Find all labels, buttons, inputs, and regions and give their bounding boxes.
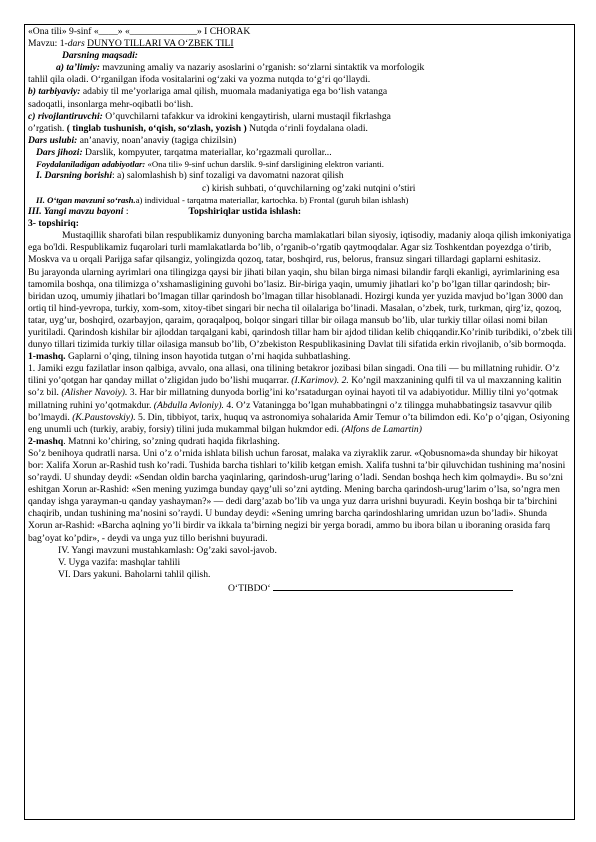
quote-4: 4. O’z Vataningga bo’lgan muhabbatingni o’z tilingga muhabbatingsiz tasavvur qilib bo’lmaydi. <box>28 399 552 423</box>
step-three-colon: : <box>123 206 129 218</box>
quote-5: 5. Din, tibbiyot, tarix, huquq va astronomiya sohalarida Amir Temur o’ta bilimdon edi. Ko’p o’qigan, Osiyoning eng unumli uch (turkiy, arabiy, forsiy) tilini juda mukammal bilgan hukmdor edi. <box>28 411 570 435</box>
exercise-one-text <box>28 363 573 436</box>
goal-c-skills: ( tinglab tushunish, o‘qish, so‘zlash, yozish ) <box>66 122 247 134</box>
quote-1: 1. Jamiki ezgu fazilatlar inson qalbiga, avvalo, ona allasi, ona tilining betakror jozibasi bilan singadi. Ona tili — bu millatning ruhidir. O’z tilini yo’qotgan har qanday millat o’zligidan judo bo’lishi muqarrar. <box>28 363 560 387</box>
exercise-two-heading <box>28 436 573 448</box>
step-two-label: II. O‘tgan mavzuni so‘rash. <box>36 194 136 205</box>
goal-upbringing <box>28 86 573 98</box>
body-paragraph: Mustaqillik sharofati bilan respublikamiz dunyoning barcha mamlakatlari bilan siyosiy, iqtisodiy, madaniy aloqa qilish imkoniyatiga ega bo'ldi. Respublikamiz fuqarolari turli mamlakatlarda bo’lib, o’rganib-o’rgatib qaytmoqdalar. Agar siz Toshkentdan poyezdga o’tirib, Moskva va u orqali Parijga safar qilsangiz, yolingizda qozoq, tatar, boshqird, rus, belorus, fransuz singari tillardagi gaplarni eshitasiz. <box>28 230 571 266</box>
topic-line <box>28 38 573 50</box>
step-one-cont: c) kirish suhbati, o‘quvchilarning og’zaki nutqini o’stiri <box>202 182 416 194</box>
sources-text: «Ona tili» 9-sinf uchun darslik. 9-sinf darsligining elektron varianti. <box>145 159 384 170</box>
header-line: «Ona tili» 9-sinf «____» «______________» I CHORAK <box>28 26 251 37</box>
exercise-one-label: 1-mashq. <box>28 351 66 363</box>
exercise-one-intro: Gaplarni o’qing, tilning inson hayotida tutgan o’rni haqida suhbatlashing. <box>65 351 351 363</box>
lesson-plan-document <box>28 26 573 595</box>
goal-c-text: O’quvchilarni tafakkur va idrokini kengaytirish, ularni mustaqil fikrlashga <box>102 110 391 122</box>
task-three-heading: 3- topshiriq: <box>28 218 79 230</box>
goal-c-label: c) rivojlantiruvchi: <box>28 110 103 122</box>
sources-label: Foydalaniladigan adabiyotlar: <box>36 159 146 170</box>
signature-label: O‘TIBDO‘ <box>228 582 274 594</box>
quote-1-author: (I.Karimov). 2. <box>291 375 349 387</box>
quote-2-author: (Alisher Navoiy). <box>61 387 128 399</box>
step-one <box>28 170 573 182</box>
step-three-label: III. Yangi mavzu bayoni <box>28 206 124 218</box>
step-three-right: Topshiriqlar ustida ishlash: <box>188 206 302 218</box>
goal-c-text2a: o’rgatish. <box>28 122 67 134</box>
step-one-text: : a) salomlashish b) sinf tozaligi va davomatni nazorat qilish <box>111 170 344 182</box>
goal-educational-cont: tahlil qila oladi. O‘rganilgan ifoda vositalarini og‘zaki va yozma nutqda to‘g‘ri qo‘llaydi. <box>28 74 371 86</box>
step-three <box>28 206 573 218</box>
exercise-two-label: 2-mashq <box>28 435 64 447</box>
signature-line <box>28 581 573 595</box>
goal-c-text2c: Nutqda o‘rinli foydalana oladi. <box>246 122 368 134</box>
quote-3: 3. Har bir millatning dunyoda borlig’ini ko’rsatadurgan oyinai hayoti til va adabiyotidur. Milliy tilni yo’qotmak millatning ruhini yo’qotmakdur. <box>28 387 559 411</box>
step-two-text: a) individual - tarqatma materiallar, kartochka. b) Frontal (guruh bilan ishlash) <box>135 194 409 205</box>
quote-5-author: (Alfons de Lamartin) <box>341 423 422 435</box>
exercise-two-text: So’z benihoya qudratli narsa. Uni o’z o’rnida ishlata bilish uchun farosat, malaka va ziyraklik zarur. «Qobusnoma»da shunday bir hikoyat bor: Xalifa Xorun ar-Rashid tush ko’radi. Tushida barcha tishlari to’kilib ketgan emish. Xalifa tushni ta’bir qiluvchidan tushining ma’nosini so’raydi. U shunday deydi: «Sendan oldin barcha yaqinlaring, qarindosh-urug’laring o’ladi. Sendan boshqa hech kim qolmaydi». Bu so’zni eshitgan Xorun ar-Rashid: «Sen mening yuzimga bunday qayg’uli so’zni aytding. Mening barcha qarindosh-urug’larim o’lsa, so’ngra men qanday ishga yarayman-u qanday yashayman?» — dedi darg’azab bo’lib va unga yuz darra urishni buyuradi. Keyin boshqa bir ta’birchini chaqirib, undan tushining ma’nosini so’raydi. U bunday deydi: «Sening umring barcha qarindoshlaring umridan uzun bo’ladi». Shunda Xorun ar-Rashid: «Barcha aqlning yo’li birdir va ikkala ta’birning negizi bir yerga boradi, ammo bu ibora bilan u iboraning orasida farq bag’oyat ko’pdir», - deydi va unga yuz tillo berishni buyuradi. <box>28 447 566 544</box>
quote-2: Ko’ngil maxzanining qulfi til va ul maxzanning kalitin so’z bil. <box>28 375 562 399</box>
signature-blank <box>273 581 513 591</box>
topic-label: Mavzu: 1- <box>28 38 68 50</box>
goal-b-text: adabiy til me’yorlariga amal qilish, muomala madaniyatiga ega bo‘lish vatanga <box>80 86 388 98</box>
equipment-text: Darslik, kompyuter, tarqatma materiallar, ko’rgazmali qurollar... <box>82 146 332 158</box>
lesson-sources <box>28 159 573 170</box>
quote-3-author: (Abdulla Avloniy). <box>153 399 224 411</box>
closing-summary: VI. Dars yakuni. Baholarni tahlil qilish. <box>58 568 211 580</box>
exercise-two-intro: . Matnni ko’chiring, so’zning qudrati haqida fikrlashing. <box>63 435 280 447</box>
step-one-label: I. Darsning borishi <box>36 170 112 182</box>
quote-4-author: (K.Paustovskiy). <box>72 411 136 423</box>
goal-a-label: a) ta’limiy: <box>56 62 100 74</box>
goal-a-text: mavzuning amaliy va nazariy asoslarini o’rganish: so‘zlarni sintaktik va morfologik <box>99 62 425 74</box>
method-text: an’anaviy, noan’anaviy (tagiga chizilsin) <box>77 134 237 146</box>
step-two <box>28 195 573 206</box>
goal-developmental-cont <box>28 123 573 135</box>
goal-upbringing-cont: sadoqatli, insonlarga mehr-oqibatli bo‘lish. <box>28 98 194 110</box>
lesson-equipment <box>28 147 573 159</box>
method-label: Dars uslubi: <box>28 134 78 146</box>
closing-homework: V. Uyga vazifa: mashqlar tahlili <box>58 556 181 568</box>
goal-developmental <box>28 111 573 123</box>
body-paragraph: Bu jarayonda ularning ayrimlari ona tilingizga qaysi bir jihati bilan yaqin, shu bilan birga nimasi bilandir farqli ekanligi, ayrimlarining esa tamomila boshqa, ona tilimizga o’xshamasligining guvohi bo’lasiz. Bir-biriga yaqin, umumiy jihatlari ko’p bo’lgan tillar qarindosh; bir-biridan uzoq, umumiy jihatlari bo’lmagan tillar qarindosh bo’lmagan tillar hisoblanadi. Hozirgi kunda yer yuzida mavjud bo’lgan 3000 dan ortiq til hind-yevropa, turkiy, xom-som, xitoy-tibet singari bir necha til oilalariga bo’linadi. Masalan, o’zbek, turk, turkman, qirg’iz, qozoq, tatar, uyg’ur, boshqird, ozarbayjon, qaraim, qoraqalpoq, bolqor singari tillar bir oilaga mansub bo’lib, ular turkiy tillar oilasi nomi bilan yuritiladi. Qarindosh kishilar bir ajloddan tarqalgani kabi, qarindosh tillar ham bir ajdod tilidan kelib chiqqandir.Ko’rinib turibdiki, o’zbek tili dunyo tillari tizimida turkiy tillar oilasiga mansub bo’lib, O’zbekiston Respublikasining Davlat tili sifatida erkin rivojlanib, o’sib bormoqda. <box>28 266 573 351</box>
closing-reinforcement: IV. Yangi mavzuni mustahkamlash: Og’zaki savol-javob. <box>58 544 277 556</box>
topic-title: DUNYO TILLARI VA O‘ZBEK TILI <box>87 38 234 50</box>
equipment-label: Dars jihozi: <box>36 146 83 158</box>
exercise-one-heading <box>28 351 573 363</box>
topic-lesson-word: dars <box>67 38 85 50</box>
goal-b-label: b) tarbiyaviy: <box>28 86 81 98</box>
goals-heading: Darsning maqsadi: <box>62 50 138 62</box>
goal-educational <box>28 62 573 74</box>
lesson-method <box>28 135 573 147</box>
